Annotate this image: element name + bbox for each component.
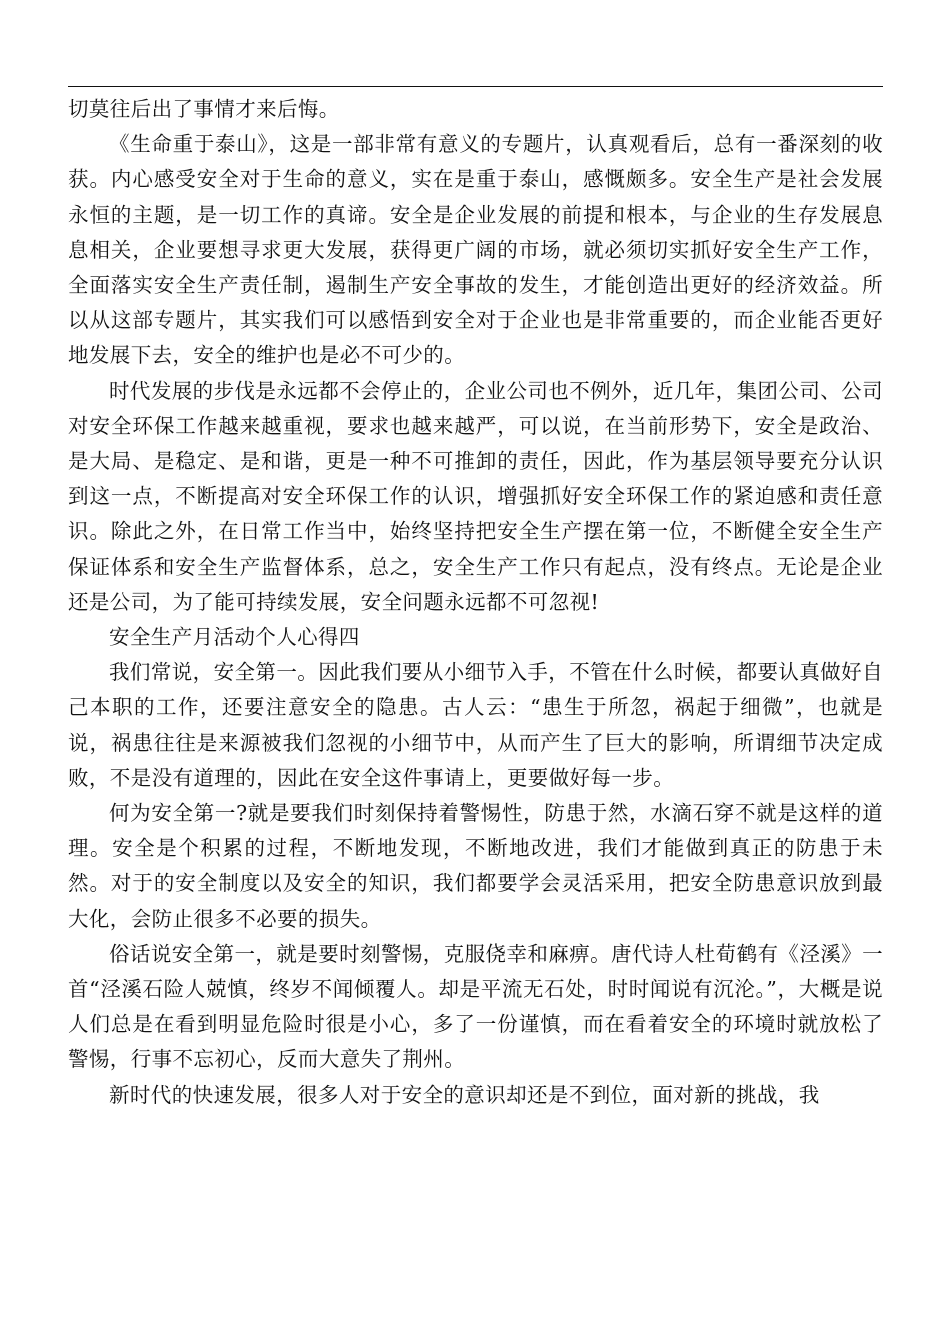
header-rule xyxy=(68,86,883,87)
paragraph-era-development: 时代发展的步伐是永远都不会停止的，企业公司也不例外，近几年，集团公司、公司对安全环保工作越来越重视，要求也越来越严，可以说，在当前形势下，安全是政治、是大局、是稳定、是和谐，更是一种不可推卸的责任，因此，作为基层领导要充分认识到这一点，不断提高对安全环保工作的认识，增强抓好安全环保工作的紧迫感和责任意识。除此之外，在日常工作当中，始终坚持把安全生产摆在第一位，不断健全安全生产保证体系和安全生产监督体系，总之，安全生产工作只有起点，没有终点。无论是企业还是公司，为了能可持续发展，安全问题永远都不可忽视! xyxy=(68,378,883,614)
paragraph-film-review: 《生命重于泰山》，这是一部非常有意义的专题片，认真观看后，总有一番深刻的收获。内心感受安全对于生命的意义，实在是重于泰山，感慨颇多。安全生产是社会发展永恒的主题，是一切工作的真谛。安全是企业发展的前提和根本，与企业的生存发展息息相关，企业要想寻求更大发展，获得更广阔的市场，就必须切实抓好安全生产工作，全面落实安全生产责任制，遏制生产安全事故的发生，才能创造出更好的经济效益。所以从这部专题片，其实我们可以感悟到安全对于企业也是非常重要的，而企业能否更好地发展下去，安全的维护也是必不可少的。 xyxy=(68,132,883,368)
paragraph-continuation: 切莫往后出了事情才来后悔。 xyxy=(68,97,340,121)
paragraph-proverb: 俗话说安全第一，就是要时刻警惕，克服侥幸和麻痹。唐代诗人杜荀鹤有《泾溪》一首“泾溪石险人兢慎，终岁不闻倾覆人。却是平流无石处，时时闻说有沉沦。”，大概是说人们总是在看到明显危险时很是小心，多了一份谨慎，而在看着安全的环境时就放松了警惕，行事不忘初心，反而大意失了荆州。 xyxy=(68,941,883,1072)
paragraph-new-era: 新时代的快速发展，很多人对于安全的意识却还是不到位，面对新的挑战，我 xyxy=(109,1082,820,1107)
document-body xyxy=(68,92,883,1113)
paragraph-safety-first: 我们常说，安全第一。因此我们要从小细节入手，不管在什么时候，都要认真做好自己本职的工作，还要注意安全的隐患。古人云：“患生于所忽，祸起于细微”，也就是说，祸患往往是来源被我们忽视的小细节中，从而产生了巨大的影响，所谓细节决定成败，不是没有道理的，因此在安全这件事请上，更要做好每一步。 xyxy=(68,660,883,790)
paragraph-what-is-safety: 何为安全第一?就是要我们时刻保持着警惕性，防患于然，水滴石穿不就是这样的道理。安全是个积累的过程，不断地发现，不断地改进，我们才能做到真正的防患于未然。对于的安全制度以及安全的知识，我们都要学会灵活采用，把安全防患意识放到最大化，会防止很多不必要的损失。 xyxy=(68,801,883,931)
section-heading: 安全生产月活动个人心得四 xyxy=(109,625,360,650)
